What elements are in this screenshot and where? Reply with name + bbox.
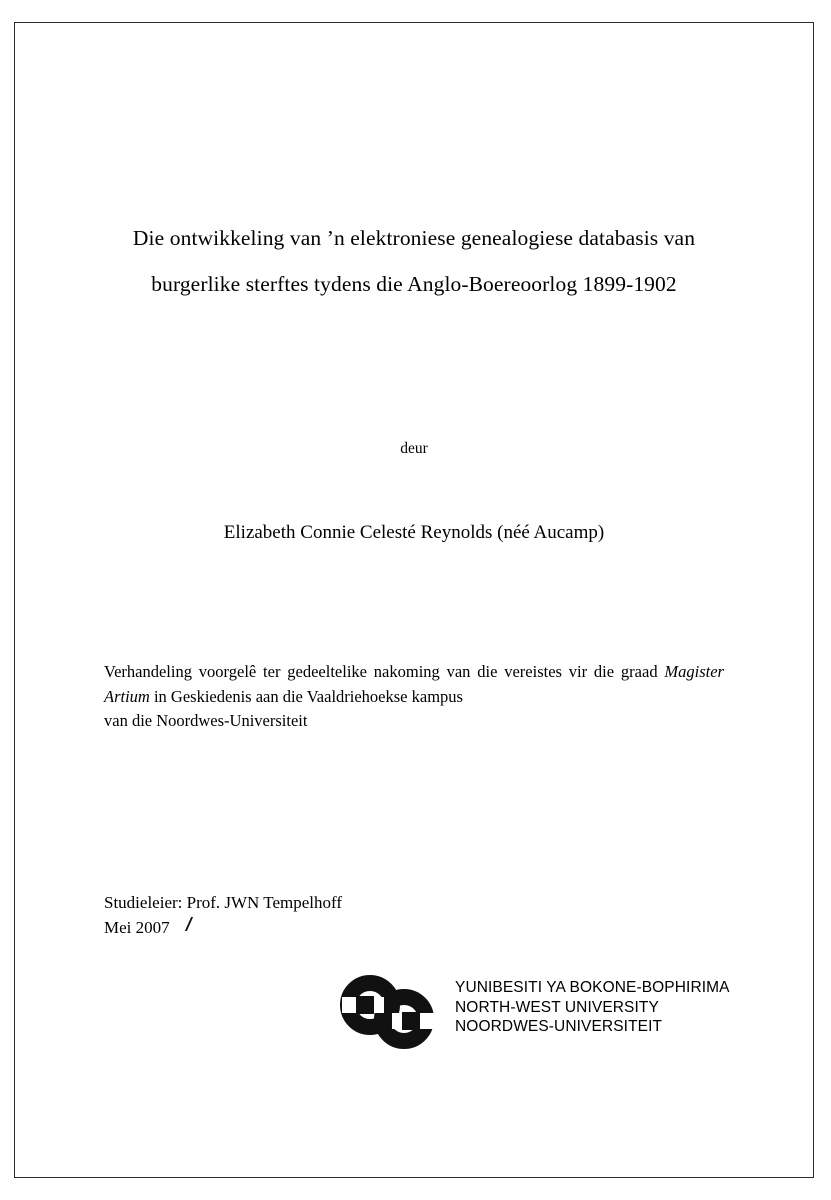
submission-line-3: van die Noordwes-Universiteit: [104, 711, 308, 730]
thesis-title-line-1: Die ontwikkeling van ’n elektroniese genealogiese databasis van: [132, 226, 696, 250]
thesis-title-line-2: burgerlike sterftes tydens die Anglo-Boereoorlog 1899-1902: [151, 272, 677, 296]
submission-line-2-prefix: graad: [620, 662, 665, 681]
university-logo-block: [250, 972, 730, 1052]
title-page-content: [90, 60, 738, 1140]
submission-line-1: Verhandeling voorgelê ter gedeeltelike nakoming van die vereistes vir die: [104, 662, 615, 681]
by-label: deur: [400, 440, 428, 457]
north-west-university-logo-icon: [340, 975, 450, 1049]
logo-text-line-3: NOORDWES-UNIVERSITEIT: [455, 1018, 663, 1035]
date-text: Mei 2007: [104, 918, 170, 937]
date-line: [104, 915, 664, 940]
author-name: Elizabeth Connie Celesté Reynolds (néé Aucamp): [223, 522, 605, 543]
thesis-title: [96, 215, 732, 307]
submission-statement: [104, 660, 724, 734]
logo-text-line-2: NORTH-WEST UNIVERSITY: [455, 998, 659, 1016]
logo-text-line-1: YUNIBESITI YA BOKONE-BOPHIRIMA: [455, 979, 730, 996]
submission-line-2-suffix: in Geskiedenis aan die Vaaldriehoekse kampus: [149, 686, 463, 706]
pen-stroke-mark: [171, 917, 193, 931]
supervisor-line: Studieleier: Prof. JWN Tempelhoff: [104, 893, 343, 912]
supervisor-block: [104, 890, 664, 940]
degree-name: Magister Artium: [104, 662, 724, 706]
university-logo-text: [455, 978, 730, 1037]
